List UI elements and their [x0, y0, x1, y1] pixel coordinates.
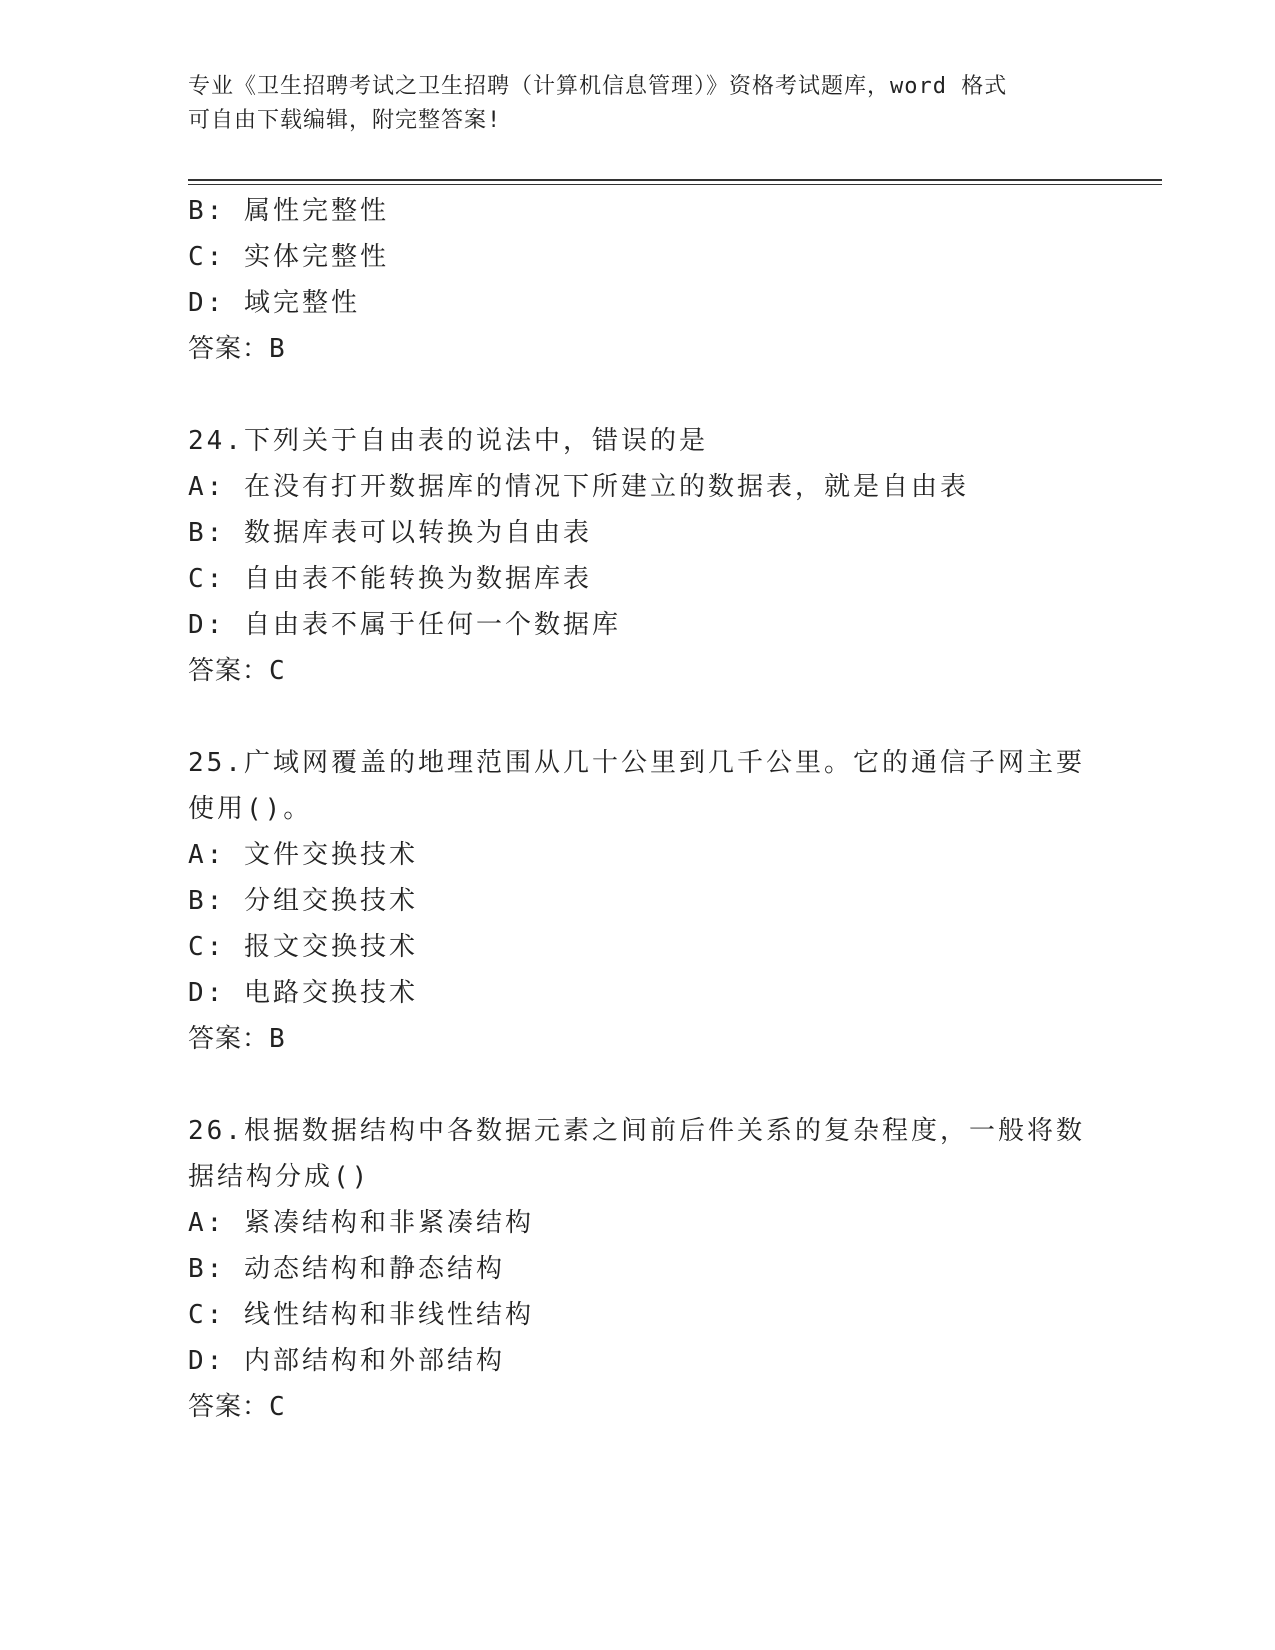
- question-text: 25.广域网覆盖的地理范围从几十公里到几千公里。它的通信子网主要使用()。: [188, 748, 1085, 824]
- answer-line: 答案：C: [188, 656, 286, 686]
- question-list: [188, 188, 1088, 1430]
- option-d: D: 内部结构和外部结构: [188, 1346, 505, 1376]
- question-26: [188, 1108, 1088, 1430]
- option-a: A: 文件交换技术: [188, 840, 418, 870]
- question-text: 26.根据数据结构中各数据元素之间前后件关系的复杂程度，一般将数据结构分成(): [188, 1116, 1085, 1192]
- answer-line: 答案：B: [188, 334, 286, 364]
- spacer: [188, 694, 1088, 740]
- answer-line: 答案：B: [188, 1024, 286, 1054]
- header-line-2: 可自由下载编辑，附完整答案!: [188, 108, 502, 133]
- previous-question-block: [188, 188, 1088, 372]
- option-d: D: 电路交换技术: [188, 978, 418, 1008]
- spacer: [188, 372, 1088, 418]
- option-b: B: 分组交换技术: [188, 886, 418, 916]
- option-c: C: 报文交换技术: [188, 932, 418, 962]
- option-b: B: 数据库表可以转换为自由表: [188, 518, 592, 548]
- answer-line: 答案：C: [188, 1392, 286, 1422]
- header-line-1: 专业《卫生招聘考试之卫生招聘（计算机信息管理）》资格考试题库，word 格式: [188, 74, 1008, 99]
- option-c: C: 线性结构和非线性结构: [188, 1300, 534, 1330]
- spacer: [188, 1062, 1088, 1108]
- document-header: [188, 70, 1088, 138]
- option-b: B: 属性完整性: [188, 196, 389, 226]
- option-c: C: 自由表不能转换为数据库表: [188, 564, 592, 594]
- question-25: [188, 740, 1088, 1062]
- option-a: A: 紧凑结构和非紧凑结构: [188, 1208, 534, 1238]
- header-divider-thick: [188, 179, 1162, 181]
- header-divider-thin: [188, 184, 1162, 185]
- option-b: B: 动态结构和静态结构: [188, 1254, 505, 1284]
- option-d: D: 自由表不属于任何一个数据库: [188, 610, 621, 640]
- question-24: [188, 418, 1088, 694]
- option-c: C: 实体完整性: [188, 242, 389, 272]
- option-a: A: 在没有打开数据库的情况下所建立的数据表，就是自由表: [188, 472, 969, 502]
- option-d: D: 域完整性: [188, 288, 360, 318]
- question-text: 24.下列关于自由表的说法中，错误的是: [188, 426, 708, 456]
